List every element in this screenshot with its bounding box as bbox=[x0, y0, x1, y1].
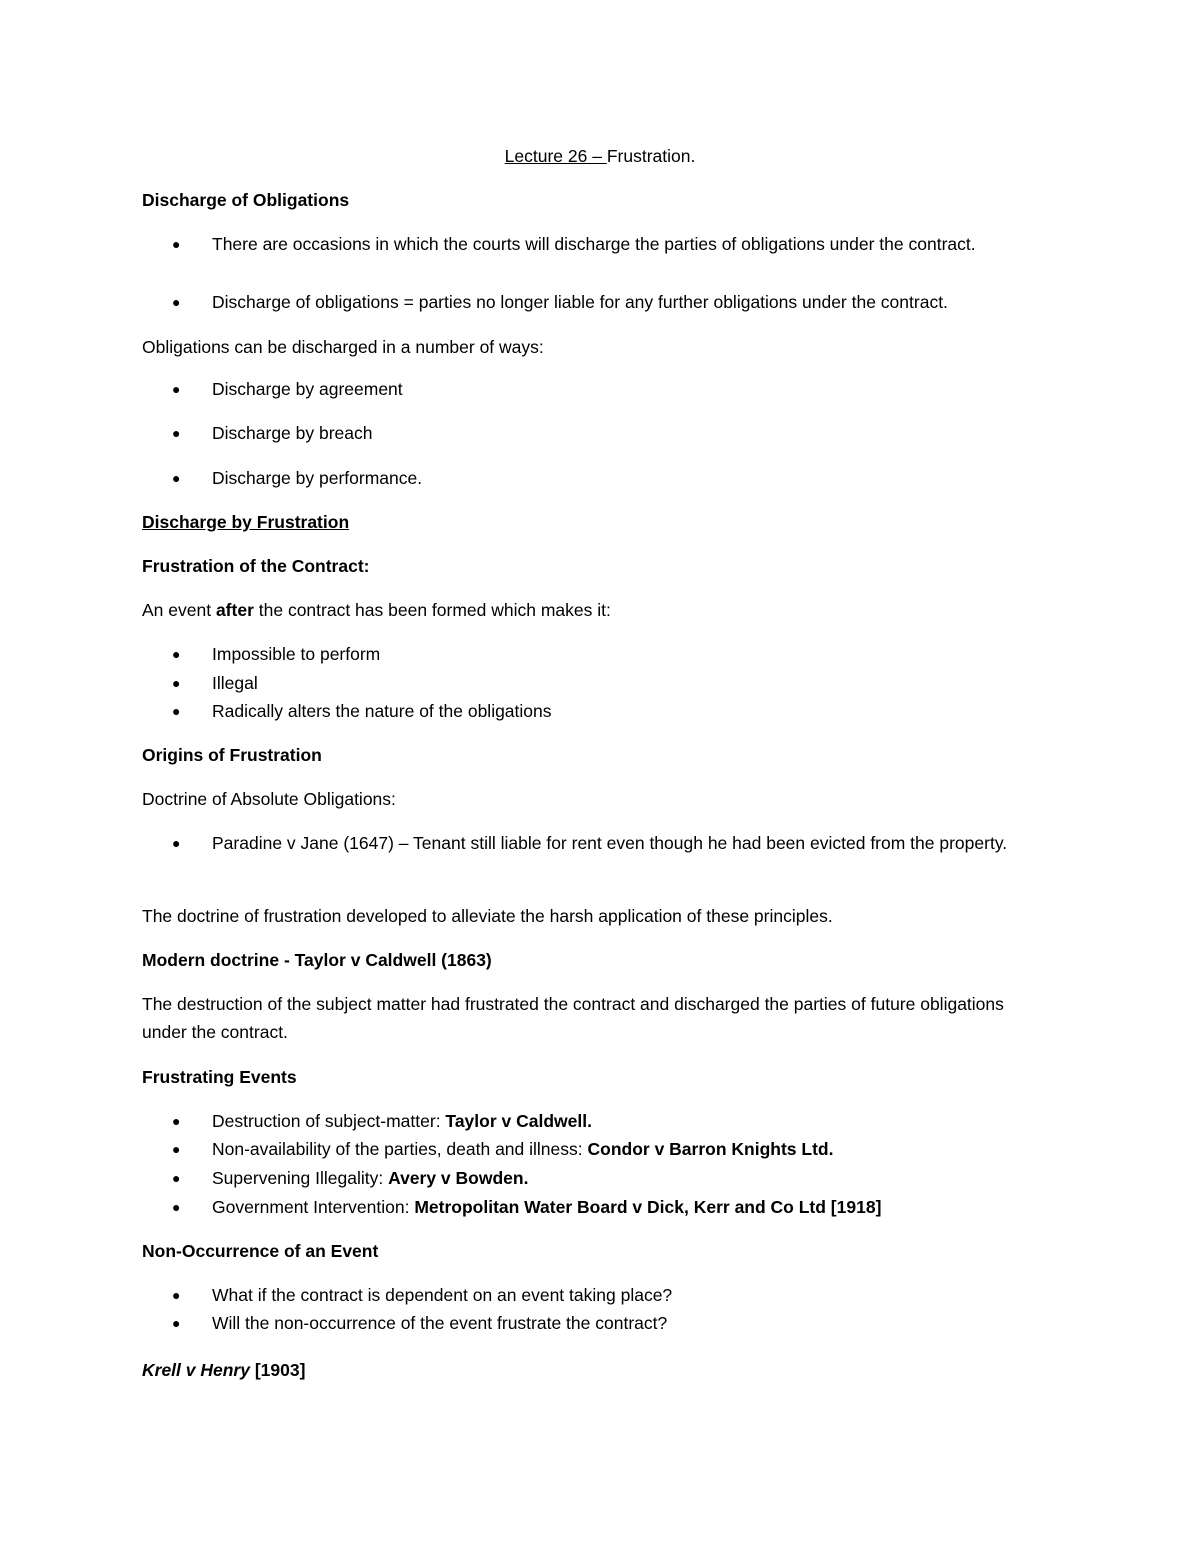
list-item: Discharge by agreement bbox=[212, 379, 403, 399]
heading-discharge-of-obligations: Discharge of Obligations bbox=[142, 190, 350, 210]
bullet-icon: ● bbox=[172, 470, 181, 486]
absolute-intro: Doctrine of Absolute Obligations: bbox=[142, 789, 396, 809]
case-title: Krell v Henry bbox=[142, 1360, 250, 1380]
bullet-icon: ● bbox=[172, 236, 181, 252]
bullet-icon: ● bbox=[172, 1199, 181, 1215]
list-item: Will the non-occurrence of the event frustrate the contract? bbox=[212, 1313, 668, 1333]
bullet-icon: ● bbox=[172, 1315, 181, 1331]
event-label: Destruction of subject-matter: bbox=[212, 1111, 446, 1131]
bullet-icon: ● bbox=[172, 835, 181, 851]
bullet-icon: ● bbox=[172, 381, 181, 397]
event-label: Government Intervention: bbox=[212, 1197, 415, 1217]
heading-origins: Origins of Frustration bbox=[142, 745, 322, 765]
heading-krell-v-henry bbox=[142, 1356, 1042, 1384]
heading-frustration-of-contract: Frustration of the Contract: bbox=[142, 556, 370, 576]
list-item: Radically alters the nature of the obligations bbox=[212, 701, 552, 721]
bullet-icon: ● bbox=[172, 1113, 181, 1129]
event-intro-emphasis: after bbox=[215, 600, 254, 620]
doctrine-text: The doctrine of frustration developed to alleviate the harsh application of these principles. bbox=[142, 906, 833, 926]
heading-frustrating-events: Frustrating Events bbox=[142, 1067, 297, 1087]
event-label: Supervening Illegality: bbox=[212, 1168, 389, 1188]
modern-text: The destruction of the subject matter had frustrated the contract and discharged the parties of future obligations under the contract. bbox=[142, 994, 1004, 1042]
event-intro-pre: An event bbox=[142, 600, 216, 620]
case-name: Condor v Barron Knights Ltd. bbox=[587, 1139, 834, 1159]
event-label: Non-availability of the parties, death and illness: bbox=[212, 1139, 588, 1159]
heading-discharge-by-frustration: Discharge by Frustration bbox=[142, 512, 350, 532]
list-item: Illegal bbox=[212, 673, 258, 693]
bullet-icon: ● bbox=[172, 294, 181, 310]
list-item: Discharge by breach bbox=[212, 423, 373, 443]
bullet-icon: ● bbox=[172, 646, 181, 662]
list-item: There are occasions in which the courts will discharge the parties of obligations under the contract. bbox=[212, 234, 976, 254]
heading-modern-doctrine: Modern doctrine - Taylor v Caldwell (1863) bbox=[142, 950, 492, 970]
list-item: Discharge by performance. bbox=[212, 468, 423, 488]
title-lecture: Lecture 26 – bbox=[504, 146, 607, 166]
list-item bbox=[212, 1164, 1052, 1193]
list-item bbox=[212, 1107, 1052, 1136]
event-intro bbox=[142, 596, 1042, 624]
bullet-icon: ● bbox=[172, 1287, 181, 1303]
bullet-icon: ● bbox=[172, 703, 181, 719]
bullet-icon: ● bbox=[172, 675, 181, 691]
case-name: Metropolitan Water Board v Dick, Kerr and Co Ltd [1918] bbox=[414, 1197, 882, 1217]
list-item: Paradine v Jane (1647) – Tenant still liable for rent even though he had been evicted from the property. bbox=[212, 833, 1008, 853]
list-item: Impossible to perform bbox=[212, 644, 381, 664]
list-item: What if the contract is dependent on an event taking place? bbox=[212, 1285, 673, 1305]
title-topic: Frustration. bbox=[606, 146, 696, 166]
list-item bbox=[212, 1193, 1052, 1222]
list-item: Discharge of obligations = parties no longer liable for any further obligations under the contract. bbox=[212, 292, 948, 312]
bullet-icon: ● bbox=[172, 1170, 181, 1186]
event-intro-post: the contract has been formed which makes it: bbox=[253, 600, 611, 620]
page-title bbox=[0, 142, 1200, 170]
case-name: Taylor v Caldwell. bbox=[445, 1111, 592, 1131]
bullet-icon: ● bbox=[172, 1141, 181, 1157]
case-year: [1903] bbox=[249, 1360, 306, 1380]
bullet-icon: ● bbox=[172, 425, 181, 441]
list-item bbox=[212, 1135, 1052, 1164]
heading-non-occurrence: Non-Occurrence of an Event bbox=[142, 1241, 379, 1261]
ways-intro: Obligations can be discharged in a number of ways: bbox=[142, 337, 544, 357]
case-name: Avery v Bowden. bbox=[388, 1168, 529, 1188]
